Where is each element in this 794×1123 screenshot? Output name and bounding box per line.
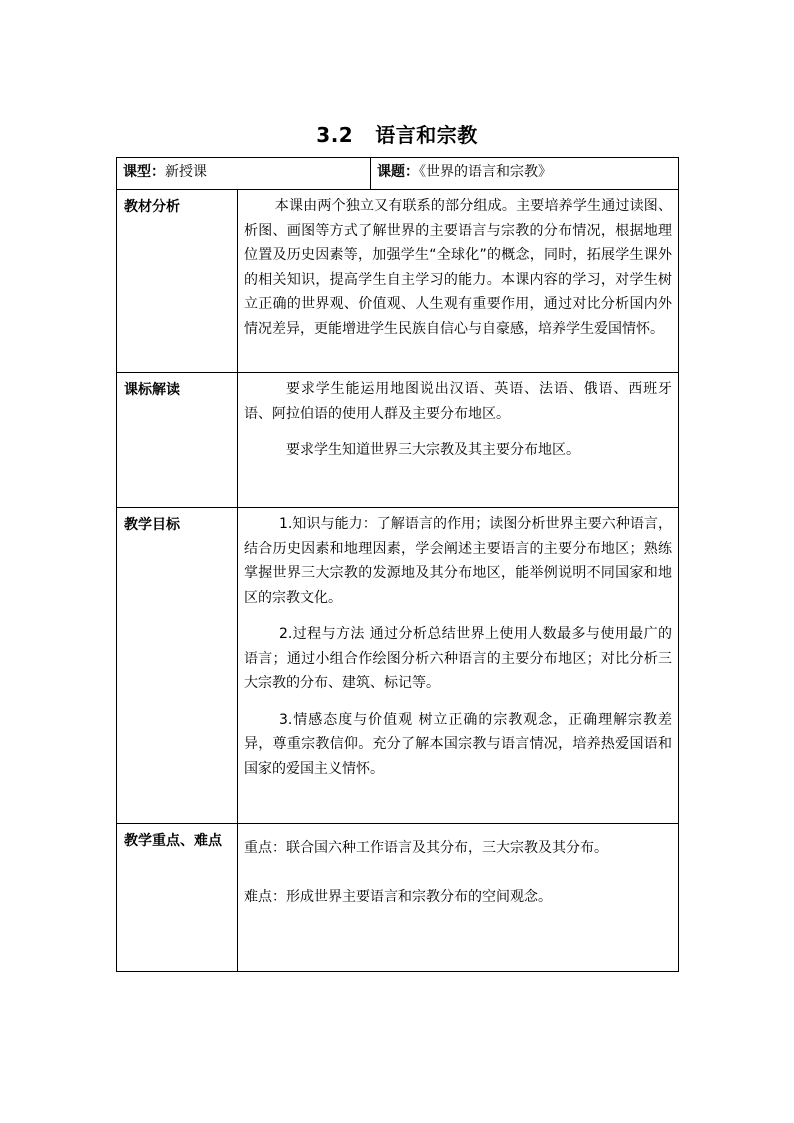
lesson-topic-cell (371, 158, 679, 190)
objectives-row (117, 508, 679, 824)
material-analysis-label: 教材分析 (117, 190, 238, 373)
lesson-type-value: 新授课 (165, 164, 207, 180)
material-analysis-content (238, 190, 679, 373)
difficult-point-text: 难点：形成世界主要语言和宗教分布的空间观念。 (244, 888, 552, 905)
standard-para-2: 要求学生知道世界三大宗教及其主要分布地区。 (286, 442, 580, 458)
standard-row (117, 373, 679, 508)
key-points-row (117, 824, 679, 972)
objectives-label: 教学目标 (117, 508, 238, 824)
objective-item-3: 3.情感态度与价值观 树立正确的宗教观念，正确理解宗教差异，尊重宗教信仰。充分了解本国宗教与语言情况，培养热爱国语和国家的爱国主义情怀。 (244, 711, 672, 777)
material-analysis-row (117, 190, 679, 373)
header-row (117, 158, 679, 190)
objective-item-1: 1.知识与能力：了解语言的作用；读图分析世界主要六种语言，结合历史因素和地理因素，学会阐述主要语言的主要分布地区；熟练掌握世界三大宗教的发源地及其分布地区，能举例说明不同国家和地区的宗教文化。 (244, 516, 672, 606)
section-title: 语言和宗教 (375, 123, 478, 147)
lesson-topic-value: 《世界的语言和宗教》 (419, 164, 552, 180)
standard-para-1: 要求学生能运用地图说出汉语、英语、法语、俄语、西班牙语、阿拉伯语的使用人群及主要分布地区。 (244, 381, 672, 422)
standard-content (238, 373, 679, 508)
objectives-content (238, 508, 679, 824)
lesson-plan-table (116, 157, 679, 972)
page-title (0, 121, 794, 149)
objective-item-2: 2.过程与方法 通过分析总结世界上使用人数最多与使用最广的语言；通过小组合作绘图分析六种语言的主要分布地区；对比分析三大宗教的分布、建筑、标记等。 (244, 626, 672, 691)
lesson-topic-label: 课题： (377, 164, 419, 180)
key-points-label: 教学重点、难点 (117, 824, 238, 972)
standard-label: 课标解读 (117, 373, 238, 508)
lesson-type-label: 课型： (123, 164, 165, 180)
key-points-content (238, 824, 679, 972)
section-number: 3.2 (316, 123, 354, 147)
key-point-text: 重点：联合国六种工作语言及其分布，三大宗教及其分布。 (244, 840, 608, 856)
material-analysis-text: 本课由两个独立又有联系的部分组成。主要培养学生通过读图、析图、画图等方式了解世界的主要语言与宗教的分布情况，根据地理位置及历史因素等，加强学生“全球化”的概念，同时，拓展学生课外的相关知识，提高学生自主学习的能力。本课内容的学习，对学生树立正确的世界观、价值观、人生观有重要作用，通过对比分析国内外情况差异，更能增进学生民族自信心与自豪感，培养学生爱国情怀。 (244, 198, 672, 337)
lesson-type-cell (117, 158, 371, 190)
